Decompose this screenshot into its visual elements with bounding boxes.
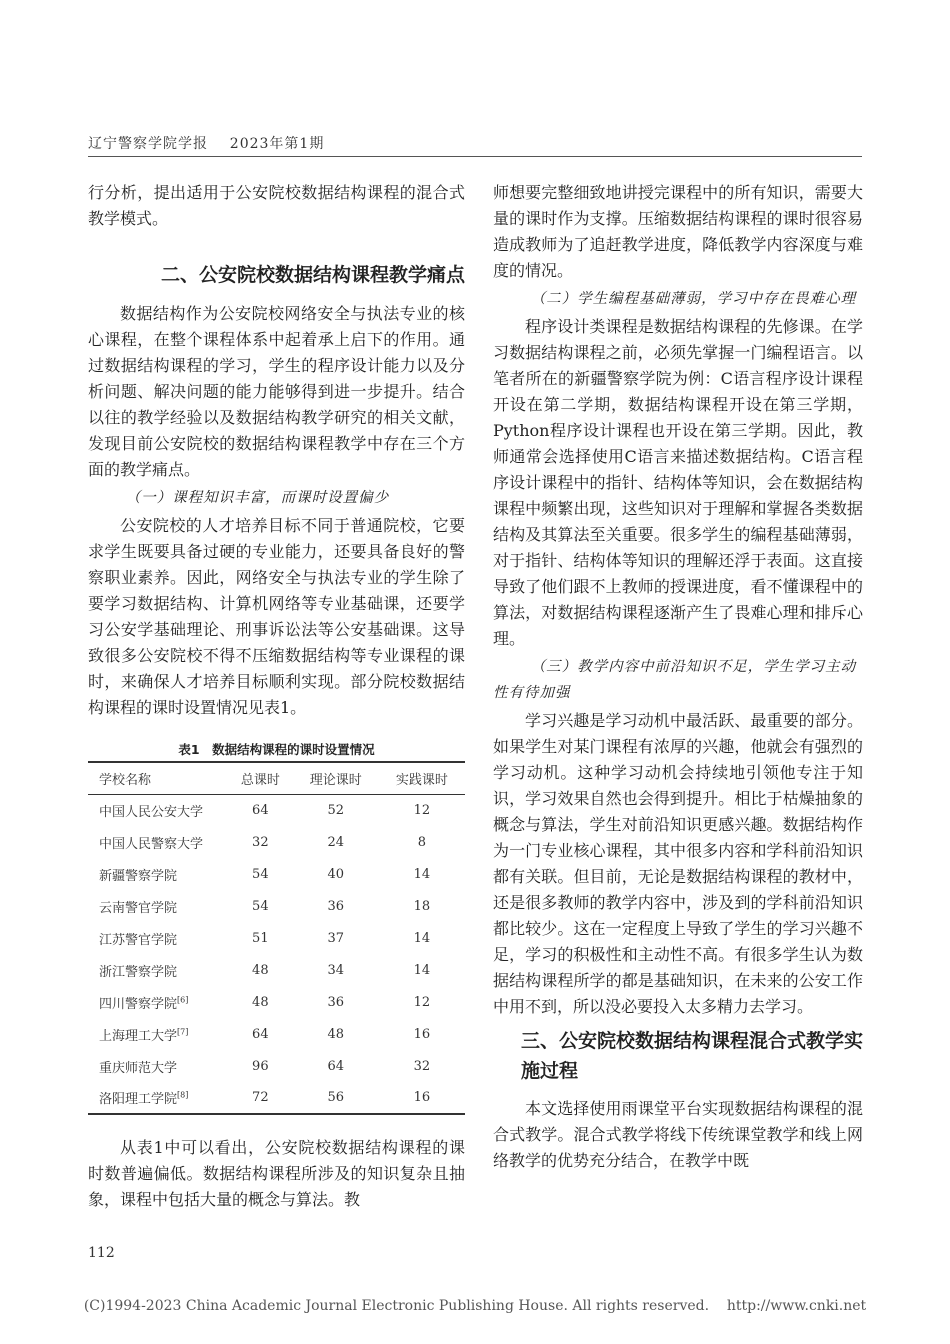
cell-practice: 14 [413, 866, 431, 882]
cell-school: 浙江警察学院 [99, 964, 178, 980]
cell-theory: 36 [327, 994, 344, 1010]
cell-total: 48 [252, 962, 269, 978]
section-2-heading: 二、公安院校数据结构课程教学痛点 [160, 264, 465, 286]
cell-theory: 24 [327, 834, 344, 850]
paragraph-section2-intro: 数据结构作为公安院校网络安全与执法专业的核心课程，在整个课程体系中起着承上启下的作用。通过数据结构课程的学习，学生的程序设计能力以及分析问题、解决问题的能力能够得到进一步提升。结合以往的教学经验以及数据结构教学研究的相关文献，发现目前公安院校的数据结构课程教学中存在三个方面的教学痛点。 [88, 304, 465, 479]
paragraph-subsection-2: 程序设计类课程是数据结构课程的先修课。在学习数据结构课程之前，必须先掌握一门编程语言。以笔者所在的新疆警察学院为例：C语言程序设计课程开设在第二学期，数据结构课程开设在第三学期，Python程序设计课程也开设在第三学期。因此，教师通常会选择使用C语言来描述数据结构。C语言程序设计课程中的指针、结构体等知识，会在数据结构课程中频繁出现，这些知识对于理解和掌握各类数据结构及其算法至关重要。很多学生的编程基础薄弱，对于指针、结构体等知识的理解还浮于表面。这直接导致了他们跟不上教师的授课进度，看不懂课程中的算法，对数据结构课程逐渐产生了畏难心理和排斥心理。 [493, 317, 863, 648]
cell-total: 96 [252, 1058, 269, 1074]
subsection-2-heading: （二）学生编程基础薄弱，学习中存在畏难心理 [530, 291, 857, 307]
header-practice: 实践课时 [395, 772, 448, 788]
table-row [88, 1082, 465, 1114]
header-total: 总课时 [240, 772, 280, 788]
cell-total: 64 [252, 1026, 269, 1042]
cell-practice: 14 [413, 930, 431, 946]
cell-school: 重庆师范大学 [99, 1060, 178, 1076]
cell-school: 四川警察学院[6] [99, 995, 189, 1012]
cell-theory: 56 [327, 1090, 344, 1105]
cell-practice: 16 [413, 1090, 431, 1105]
cell-theory: 34 [327, 962, 344, 978]
table-row [88, 858, 465, 890]
running-head: 辽宁警察学院学报 2023年第1期 [88, 136, 325, 152]
left-column [88, 180, 465, 1213]
header-theory: 理论课时 [309, 772, 362, 788]
paragraph-continued: 行分析，提出适用于公安院校数据结构课程的混合式教学模式。 [88, 183, 465, 228]
hours-table [88, 761, 465, 1115]
header-school: 学校名称 [99, 772, 152, 788]
cell-theory: 37 [327, 930, 344, 946]
table-row [88, 1018, 465, 1050]
header-rule [88, 156, 862, 157]
cell-total: 54 [252, 866, 269, 882]
table-row [88, 1050, 465, 1082]
cell-practice: 12 [413, 802, 431, 818]
cell-school: 新疆警察学院 [99, 868, 178, 884]
right-column [493, 180, 863, 1174]
cell-practice: 32 [413, 1058, 431, 1074]
table-row [88, 890, 465, 922]
paragraph-section3-intro: 本文选择使用雨课堂平台实现数据结构课程的混合式教学。混合式教学将线下传统课堂教学和线上网络教学的优势充分结合，在教学中既 [493, 1099, 863, 1170]
cell-school: 中国人民警察大学 [99, 836, 204, 852]
paragraph-continued-right: 师想要完整细致地讲授完课程中的所有知识，需要大量的课时作为支撑。压缩数据结构课程的课时很容易造成教师为了追赶教学进度，降低教学内容深度与难度的情况。 [493, 183, 863, 280]
cell-theory: 36 [327, 898, 344, 914]
citation-ref: [6] [177, 995, 189, 1005]
cell-theory: 48 [327, 1026, 344, 1042]
cell-total: 51 [252, 930, 269, 946]
cell-total: 48 [252, 994, 269, 1010]
table-row [88, 922, 465, 954]
cell-school: 云南警官学院 [99, 900, 178, 916]
cell-school: 中国人民公安大学 [99, 804, 204, 820]
table-caption: 表1 数据结构课程的课时设置情况 [178, 742, 375, 757]
paragraph-subsection-1: 公安院校的人才培养目标不同于普通院校，它要求学生既要具备过硬的专业能力，还要具备良好的警察职业素养。因此，网络安全与执法专业的学生除了要学习数据结构、计算机网络等专业基础课，还要学习公安学基础理论、刑事诉讼法等公安基础课。这导致很多公安院校不得不压缩数据结构等专业课程的课时，来确保人才培养目标顺利实现。部分院校数据结构课程的课时设置情况见表1。 [88, 516, 465, 717]
cell-school: 洛阳理工学院[8] [99, 1090, 189, 1107]
cell-practice: 16 [413, 1026, 431, 1042]
cell-school: 上海理工大学[7] [99, 1027, 189, 1044]
table-header-row [88, 762, 465, 794]
citation-ref: [8] [177, 1090, 189, 1100]
table-row [88, 826, 465, 858]
cell-practice: 14 [413, 962, 431, 978]
cell-practice: 8 [417, 834, 427, 850]
table-row [88, 986, 465, 1018]
table-row [88, 794, 465, 826]
subsection-1-heading: （一）课程知识丰富，而课时设置偏少 [125, 490, 390, 506]
cell-practice: 12 [413, 994, 431, 1010]
cell-total: 32 [252, 834, 269, 850]
paragraph-after-table: 从表1中可以看出，公安院校数据结构课程的课时数普遍偏低。数据结构课程所涉及的知识复杂且抽象，课程中包括大量的概念与算法。教 [88, 1138, 465, 1209]
cell-total: 72 [252, 1090, 269, 1105]
subsection-3-heading: （三）教学内容中前沿知识不足，学生学习主动性有待加强 [493, 659, 857, 701]
paragraph-subsection-3: 学习兴趣是学习动机中最活跃、最重要的部分。如果学生对某门课程有浓厚的兴趣，他就会有强烈的学习动机。这种学习动机会持续地引领他专注于知识，学习效果自然也会得到提升。相比于枯燥抽象的概念与算法，学生对前沿知识更感兴趣。数据结构作为一门专业核心课程，其中很多内容和学科前沿知识都有关联。但目前，无论是数据结构课程的教材中，还是很多教师的教学内容中，涉及到的学科前沿知识都比较少。这在一定程度上导致了学生的学习兴趣不足，学习的积极性和主动性不高。有很多学生认为数据结构课程所学的都是基础知识，在未来的公安工作中用不到，所以没必要投入太多精力去学习。 [493, 711, 863, 1016]
cell-theory: 52 [327, 802, 344, 818]
cell-total: 54 [252, 898, 269, 914]
copyright-footer: (C)1994-2023 China Academic Journal Electronic Publishing House. All rights reserved. http://www.cnki.net [83, 1298, 867, 1314]
table-row [88, 954, 465, 986]
cell-practice: 18 [413, 898, 431, 914]
citation-ref: [7] [177, 1027, 189, 1037]
section-3-heading: 三、公安院校数据结构课程混合式教学实施过程 [521, 1030, 864, 1082]
cell-school: 江苏警官学院 [99, 932, 178, 948]
cell-theory: 40 [327, 866, 344, 882]
cell-theory: 64 [327, 1058, 344, 1074]
page-number: 112 [88, 1245, 115, 1261]
cell-total: 64 [252, 802, 269, 818]
